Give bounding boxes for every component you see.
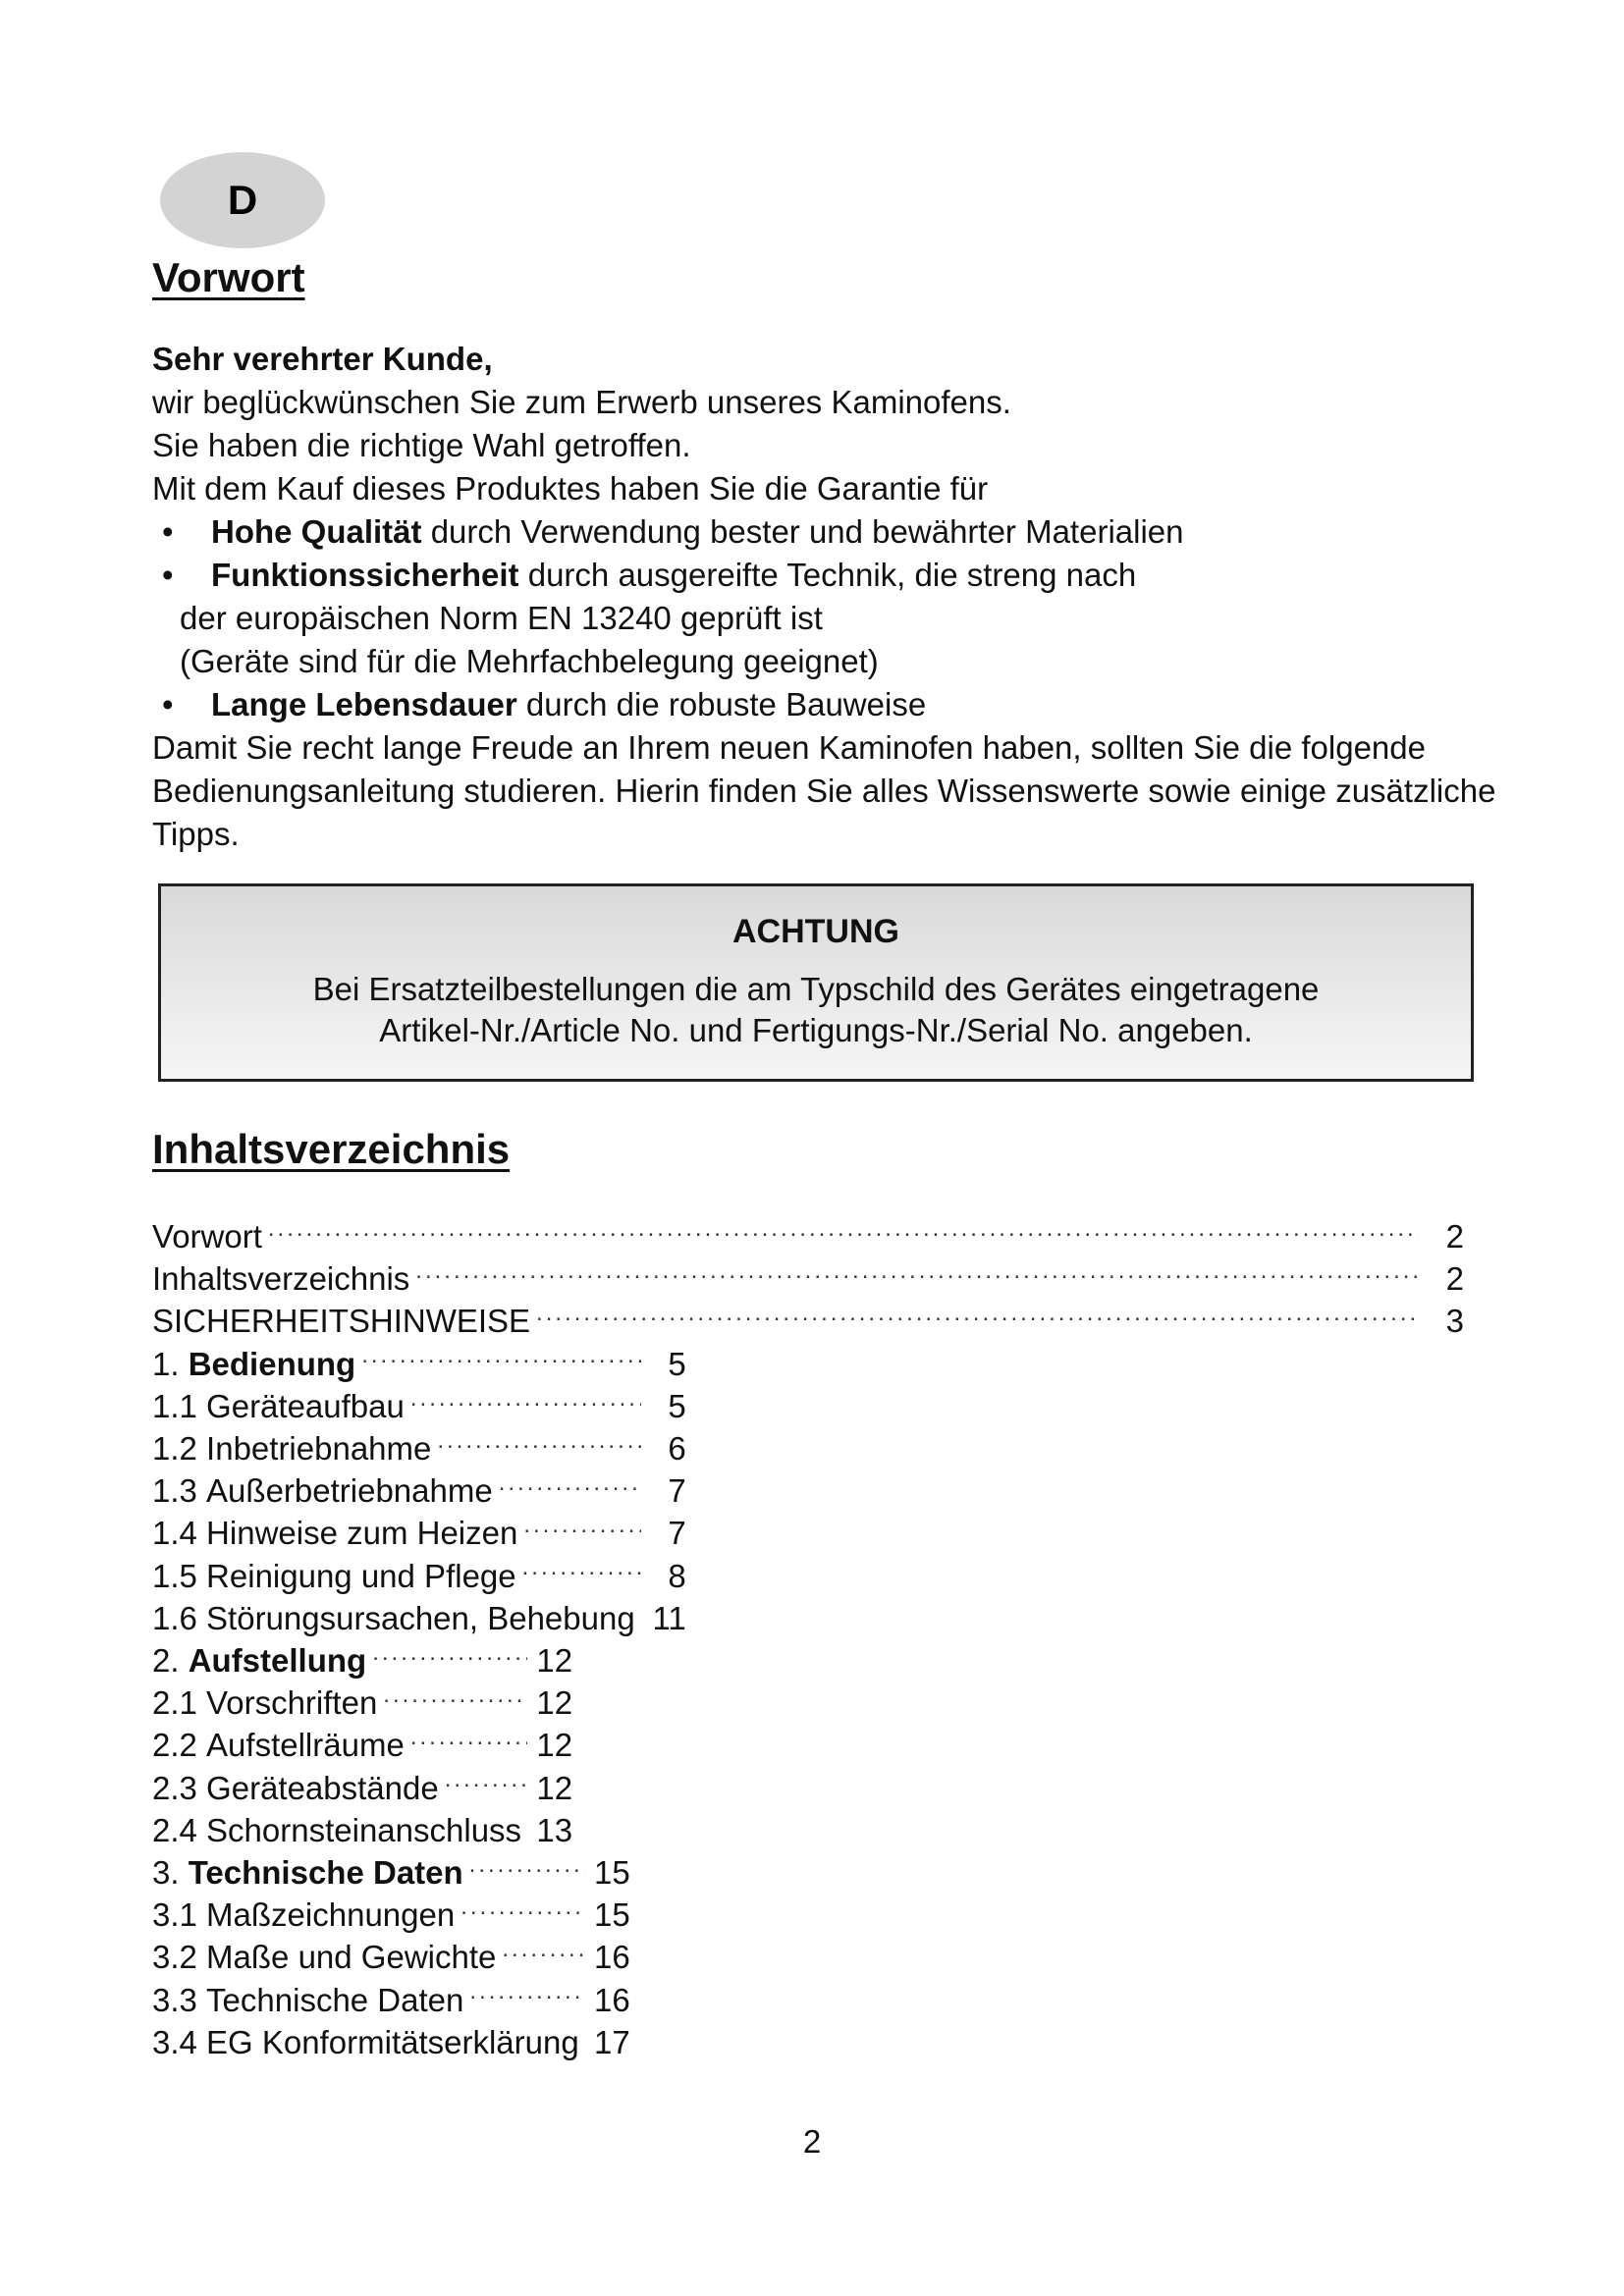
feature-text: durch Verwendung bester und bewährter Materialien: [421, 513, 1184, 550]
toc-entry[interactable]: [152, 1767, 572, 1809]
toc-entry-page: 16: [594, 1981, 630, 2018]
toc-leader-dots: [469, 1851, 585, 1884]
closing-paragraph: Damit Sie recht lange Freude an Ihrem neuen Kaminofen haben, sollten Sie die folgende Bedienungsanleitung studieren. Hierin finden Sie alles Wissenswerte sowie einige zusätzliche Tipps.: [152, 729, 1496, 852]
feature-continuation: der europäischen Norm EN 13240 geprüft ist: [180, 600, 823, 636]
toc-entry-label: 1.5 Reinigung und Pflege: [206, 1557, 516, 1594]
toc-leader-dots: [499, 1469, 641, 1502]
feature-item: [152, 554, 1507, 683]
toc-leader-dots: [469, 1979, 584, 2011]
toc-heading: Inhaltsverzeichnis: [152, 1126, 511, 1172]
toc-section: [152, 1639, 1464, 1851]
toc-entry[interactable]: [152, 1555, 686, 1597]
toc-entry-label: 3.4 EG Konformitätserklärung: [206, 2023, 579, 2060]
toc-entry[interactable]: [152, 1512, 686, 1554]
toc-entry-label: 1.3 Außerbetriebnahme: [206, 1472, 493, 1510]
toc-entry-page: 8: [668, 1557, 686, 1594]
toc-entry-label: 1.2 Inbetriebnahme: [206, 1430, 432, 1468]
toc-entry-page: 16: [594, 1939, 630, 1976]
table-of-contents: [152, 1215, 1464, 2063]
toc-leader-dots: [410, 1385, 641, 1417]
toc-entry[interactable]: [152, 1300, 1464, 1342]
toc-section-title: 1. Bedienung: [188, 1345, 356, 1382]
toc-entry-page: 17: [594, 2023, 630, 2060]
toc-leader-dots: [460, 1894, 585, 1926]
toc-leader-dots: [445, 1767, 527, 1799]
toc-leader-dots: [522, 1555, 641, 1587]
toc-leader-dots: [410, 1724, 527, 1756]
toc-section-entry[interactable]: [152, 1851, 630, 1894]
toc-leader-dots: [536, 1300, 1419, 1332]
feature-bold: Hohe Qualität: [211, 513, 422, 550]
toc-entry-page: 12: [536, 1684, 573, 1722]
toc-entry[interactable]: [152, 1809, 572, 1851]
intro-line: Sie haben die richtige Wahl getroffen.: [152, 427, 691, 463]
toc-entry-page: 11: [652, 1599, 686, 1636]
notice-line: Bei Ersatzteilbestellungen die am Typschild des Gerätes eingetragene: [312, 971, 1320, 1007]
feature-text: durch ausgereifte Technik, die streng nach: [518, 557, 1137, 593]
toc-leader-dots: [437, 1427, 640, 1460]
toc-entry-page: 2: [1445, 1260, 1464, 1298]
intro-line: wir beglückwünschen Sie zum Erwerb unseres Kaminofens.: [152, 384, 1011, 420]
toc-entry-label: 3.2 Maße und Gewichte: [206, 1939, 497, 1976]
toc-entry[interactable]: [152, 1597, 686, 1639]
toc-section-entry[interactable]: [152, 1639, 572, 1682]
toc-entry[interactable]: [152, 1894, 630, 1936]
toc-leader-dots: [383, 1682, 527, 1714]
toc-entry-label: Vorwort: [152, 1218, 262, 1255]
toc-entry[interactable]: [152, 1936, 630, 1978]
toc-section-entry[interactable]: [152, 1343, 686, 1385]
toc-entry-label: 3.3 Technische Daten: [206, 1981, 464, 2018]
toc-entry[interactable]: [152, 1427, 686, 1469]
notice-box: [158, 883, 1474, 1082]
toc-entry-page: 12: [536, 1727, 573, 1764]
toc-entry-page: 12: [536, 1642, 573, 1680]
toc-entry-page: 7: [668, 1472, 686, 1510]
toc-section-title: 3. Technische Daten: [188, 1854, 463, 1892]
vorwort-heading: Vorwort: [152, 254, 305, 300]
toc-leader-dots: [415, 1257, 1419, 1290]
toc-section-list: [152, 1343, 686, 1639]
notice-text: [161, 969, 1471, 1051]
toc-leader-dots: [372, 1639, 527, 1672]
toc-entry-label: 2.1 Vorschriften: [206, 1684, 378, 1722]
toc-entry-page: 12: [536, 1769, 573, 1806]
feature-bold: Lange Lebensdauer: [211, 686, 517, 722]
toc-leader-dots: [361, 1343, 641, 1375]
toc-entry[interactable]: [152, 1257, 1464, 1300]
toc-section-title: 2. Aufstellung: [188, 1642, 367, 1680]
toc-entry[interactable]: [152, 1215, 1464, 1257]
toc-entry[interactable]: [152, 2021, 630, 2063]
toc-entry-label: 1.4 Hinweise zum Heizen: [206, 1515, 518, 1552]
toc-section-list: [152, 1639, 572, 1851]
toc-entry-label: 2.2 Aufstellräume: [206, 1727, 405, 1764]
page-number: 2: [802, 2123, 822, 2160]
toc-entry-page: 2: [1445, 1218, 1464, 1255]
toc-entry-label: 1.1 Geräteaufbau: [206, 1387, 405, 1424]
notice-title: ACHTUNG: [732, 913, 899, 950]
toc-leader-dots: [523, 1512, 640, 1544]
toc-entry-label: 1.6 Störungsursachen, Behebung: [206, 1599, 635, 1636]
toc-entry-label: SICHERHEITSHINWEISE: [152, 1303, 531, 1340]
toc-entry[interactable]: [152, 1682, 572, 1724]
feature-bold: Funktionssicherheit: [211, 557, 519, 593]
feature-item: [152, 683, 1507, 726]
toc-entry-page: 15: [594, 1896, 630, 1934]
vorwort-body: [152, 338, 1507, 856]
toc-entry-page: 5: [668, 1387, 686, 1424]
toc-entry[interactable]: [152, 1469, 686, 1512]
toc-section: [152, 1343, 1464, 1639]
toc-leader-dots: [268, 1215, 1419, 1248]
salutation: Sehr verehrter Kunde,: [152, 341, 493, 377]
toc-entry-label: 2.3 Geräteabstände: [206, 1769, 439, 1806]
toc-entry-page: 6: [668, 1430, 686, 1468]
toc-entry-label: 2.4 Schornsteinanschluss: [206, 1811, 522, 1848]
feature-list: [152, 510, 1507, 726]
toc-entry-page: 15: [594, 1854, 630, 1892]
feature-text: durch die robuste Bauweise: [516, 686, 927, 722]
toc-entry[interactable]: [152, 1724, 572, 1766]
feature-continuation: (Geräte sind für die Mehrfachbelegung geeignet): [180, 643, 879, 679]
toc-entry-page: 7: [668, 1515, 686, 1552]
toc-entry-page: 5: [668, 1345, 686, 1382]
toc-entry-label: 3.1 Maßzeichnungen: [206, 1896, 456, 1934]
toc-entry[interactable]: [152, 1385, 686, 1427]
toc-entry[interactable]: [152, 1979, 630, 2021]
toc-entry-page: 13: [536, 1811, 573, 1848]
toc-entry-page: 3: [1445, 1303, 1464, 1340]
language-badge: D: [160, 152, 325, 248]
toc-section-list: [152, 1851, 630, 2063]
toc-section: [152, 1851, 1464, 2063]
toc-leader-dots: [502, 1936, 584, 1968]
feature-item: [152, 510, 1507, 554]
notice-line: Artikel-Nr./Article No. und Fertigungs-Nr./Serial No. angeben.: [379, 1012, 1253, 1048]
toc-entry-label: Inhaltsverzeichnis: [152, 1260, 410, 1298]
intro-line: Mit dem Kauf dieses Produktes haben Sie die Garantie für: [152, 470, 989, 507]
